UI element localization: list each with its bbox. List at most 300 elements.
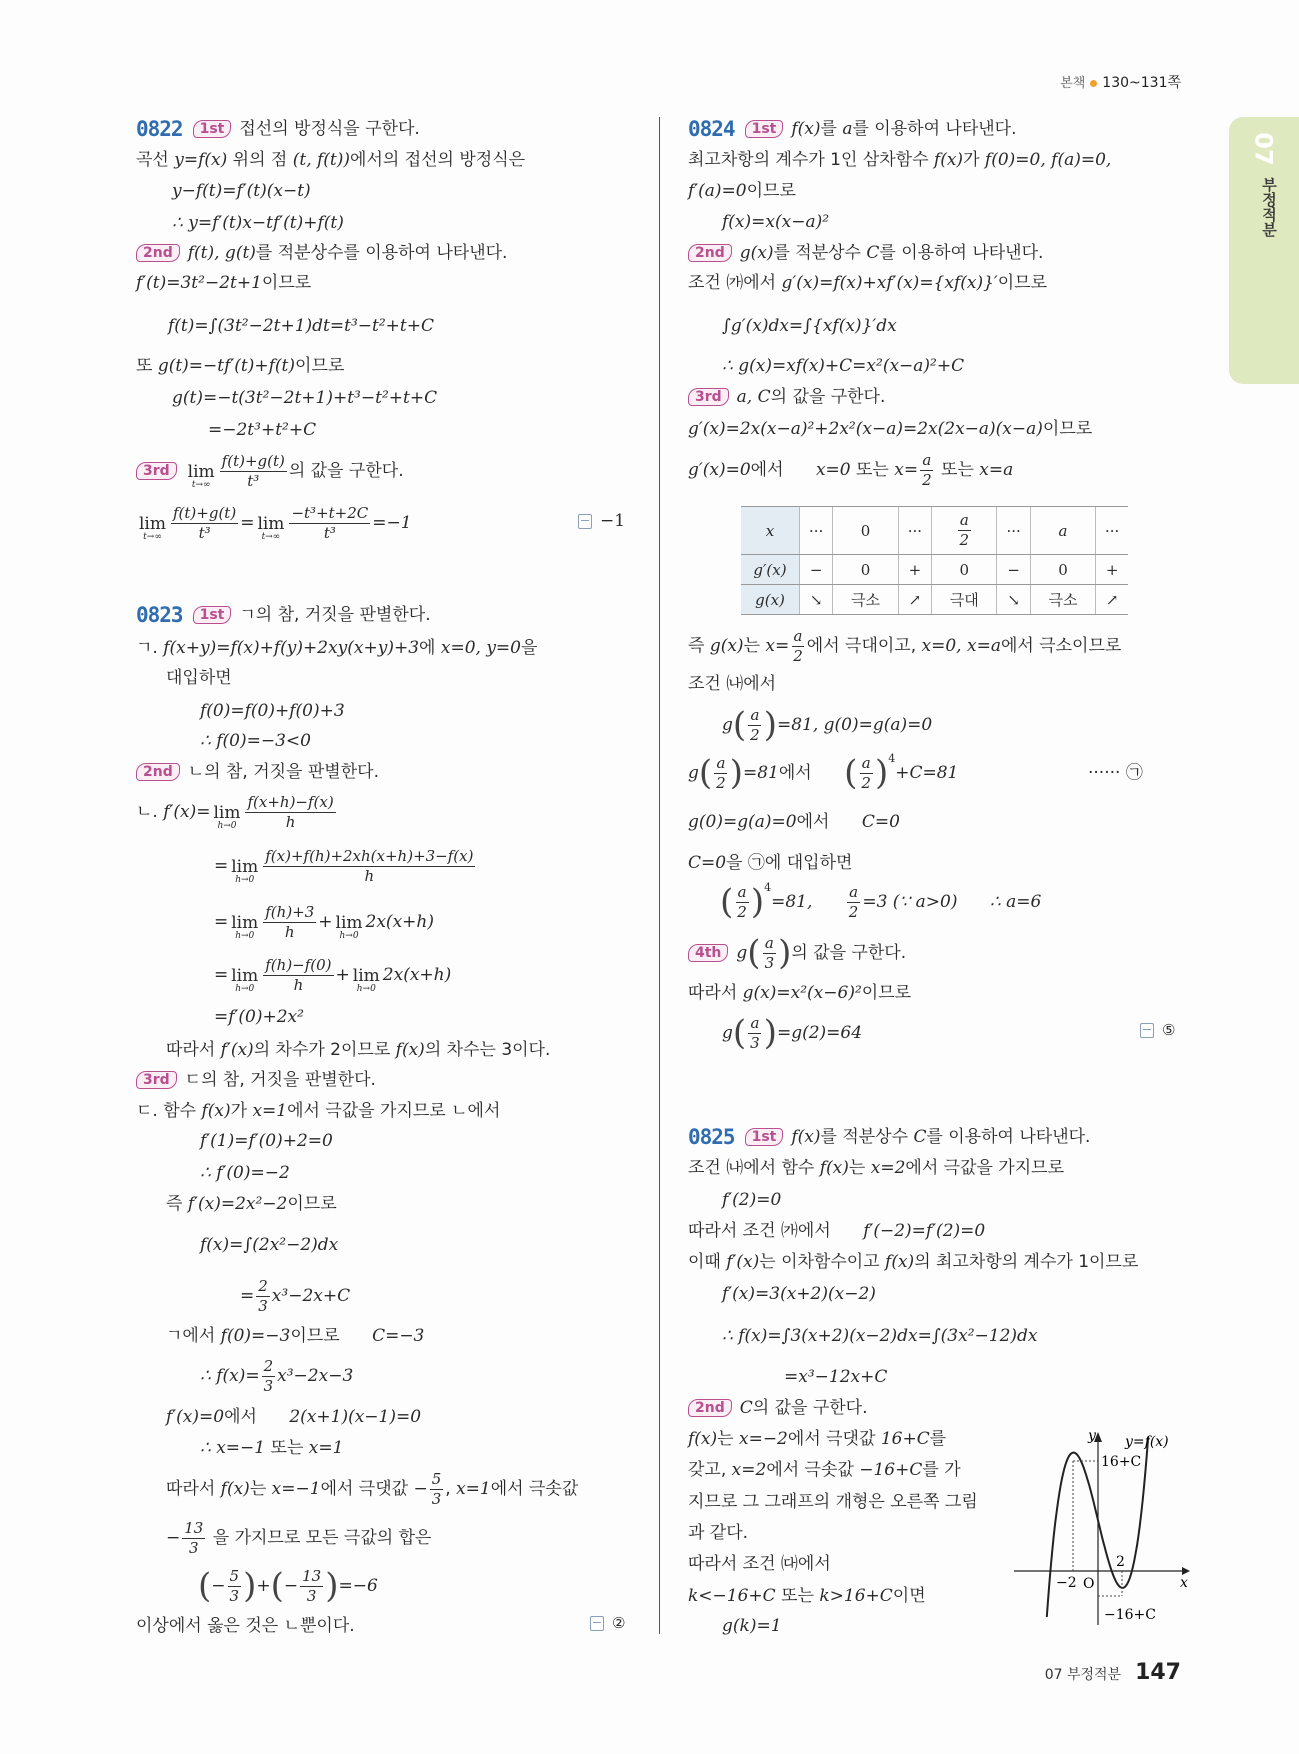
page-reference: [1060, 72, 1181, 92]
text: 을 가지므로 모든 극값의 합은: [207, 1528, 432, 1548]
text-line: [200, 699, 345, 723]
fraction-numerator: 13: [184, 1518, 204, 1537]
text-line: [136, 354, 344, 378]
math-expression: =: [240, 1286, 255, 1306]
text: 따라서: [166, 1040, 221, 1060]
text-line: [136, 1614, 355, 1638]
fraction-numerator: a: [861, 753, 871, 772]
fraction: [262, 1357, 276, 1396]
text-line: [136, 148, 525, 172]
text: 또는: [265, 1438, 309, 1458]
text: 의 최고차항의 계수가 1이므로: [914, 1252, 1139, 1272]
problem-heading: [688, 117, 1017, 141]
text: 의 값을 구한다.: [752, 1398, 868, 1418]
table-header-cell: x: [741, 507, 800, 555]
step-badge: 3rd: [136, 462, 177, 480]
fraction: [263, 847, 475, 886]
step-badge: 2nd: [688, 1399, 732, 1417]
math-expression: g′(x)=2x(x−a)²+2x²(x−a)=2x(2x−a)(x−a): [688, 419, 1043, 439]
right-paren: ): [874, 753, 889, 793]
fraction-numerator: f(x)+f(h)+2xh(x+h)+3−f(x): [265, 846, 474, 865]
text-line: [722, 705, 933, 745]
answer-icon: [578, 514, 592, 529]
math-expression: =−2t³+t²+C: [208, 420, 317, 440]
limit-symbol: lim: [352, 965, 380, 986]
bullet-dot-icon: [1090, 80, 1097, 87]
math-expression: ∴ f(x)=∫3(x+2)(x−2)dx=∫(3x²−12)dx: [722, 1326, 1038, 1346]
fraction-denominator: 2: [793, 646, 803, 665]
table-cell: ···: [898, 507, 931, 555]
math-expression: C: [913, 1127, 927, 1147]
right-paren: ): [729, 753, 743, 793]
limit-operator: [213, 804, 240, 831]
math-expression: ∴ f′(0)=−2: [200, 1163, 290, 1183]
math-expression: f(x)=∫(2x²−2)dx: [200, 1235, 339, 1255]
answer-icon: [1140, 1023, 1154, 1038]
text: 에서: [750, 460, 816, 480]
text-line: [722, 1013, 863, 1053]
text: 조건 ㈏에서: [688, 674, 777, 694]
math-expression: f′(t)=3t²−2t+1: [136, 273, 262, 293]
table-cell: 0: [932, 555, 997, 585]
text: ㄱ에서: [166, 1326, 221, 1346]
text: 을 ㉠에 대입하면: [726, 853, 853, 873]
text-line: [136, 503, 412, 542]
table-row: [741, 507, 1128, 555]
text-line: [198, 1566, 378, 1606]
text-line: [208, 418, 316, 442]
fraction-numerator: 13: [302, 1566, 322, 1585]
text-line: [688, 385, 885, 409]
text-line: [688, 1156, 1064, 1180]
math-expression: C: [866, 243, 880, 263]
math-expression: =: [214, 912, 229, 932]
math-expression: g: [736, 943, 748, 963]
math-expression: f(x): [791, 119, 821, 139]
fraction-numerator: a: [716, 753, 726, 772]
math-expression: a: [842, 119, 853, 139]
text-line: [214, 1005, 304, 1029]
text: 대입하면: [166, 668, 232, 688]
table-cell: ↘: [800, 585, 833, 615]
text-line: [688, 1396, 868, 1420]
math-expression: f(0)=−3: [220, 1326, 291, 1346]
math-expression: f′(x)=: [163, 802, 211, 822]
text: 의 값을 구한다.: [770, 387, 886, 407]
limit-symbol: lim: [231, 912, 259, 933]
math-expression: ∴ f(0)=−3<0: [200, 731, 311, 751]
fraction-numerator: a: [750, 705, 760, 724]
step-badge: 4th: [688, 944, 728, 962]
fraction-numerator: a: [737, 882, 747, 901]
exponent: 4: [764, 881, 772, 894]
text-line: [166, 1038, 550, 1062]
math-expression: =f′(0)+2x²: [214, 1007, 304, 1027]
text-line: [214, 955, 452, 994]
text-line: [688, 450, 1014, 489]
text: 따라서 조건 ㈎에서: [688, 1221, 864, 1241]
text: 이므로: [261, 273, 312, 293]
text: 이므로: [1042, 419, 1093, 439]
fraction-denominator: 3: [189, 1538, 199, 1557]
x-axis-arrow-icon: [1182, 1567, 1190, 1575]
fraction-numerator: a: [750, 1013, 760, 1032]
math-expression: y−f(t)=f′(t)(x−t): [172, 181, 311, 201]
math-expression: =81, g(0)=g(a)=0: [776, 715, 933, 735]
table-cell: 극소: [1030, 585, 1095, 615]
variation-table: [741, 506, 1128, 615]
text-line: [688, 1219, 985, 1243]
fraction-denominator: t³: [247, 471, 260, 490]
fraction: [256, 1277, 270, 1316]
math-expression: f(x): [201, 1101, 231, 1121]
answer-value: ⑤: [1162, 1021, 1176, 1039]
fraction: [220, 452, 287, 491]
text: 따라서: [166, 1479, 221, 1499]
fraction-numerator: a: [764, 933, 774, 952]
text: 에서 극댓값: [320, 1479, 414, 1499]
right-paren: ): [763, 705, 777, 745]
text-line: [200, 1161, 290, 1185]
fraction: [263, 903, 316, 942]
math-expression: x=1: [456, 1479, 491, 1499]
text: 또는: [775, 1586, 820, 1606]
text: 에: [419, 638, 441, 658]
text-line: [688, 626, 1122, 665]
math-expression: ∴ x=−1: [200, 1438, 266, 1458]
text: 또는: [935, 460, 980, 480]
text: 의 차수는 3이다.: [424, 1040, 551, 1060]
text: 이므로: [746, 181, 796, 201]
fraction-numerator: 2: [263, 1356, 274, 1375]
math-expression: 16+C: [880, 1429, 930, 1449]
math-expression: =: [214, 965, 229, 985]
math-expression: =81: [742, 763, 779, 783]
fraction: [300, 1567, 323, 1606]
text: 이상에서 옳은 것은 ㄴ뿐이다.: [136, 1616, 355, 1636]
text: 이때: [688, 1252, 727, 1272]
math-expression: 2(x+1)(x−1)=0: [289, 1407, 422, 1427]
problem-number: 0822: [136, 117, 183, 141]
fraction-numerator: a: [959, 511, 969, 529]
math-expression: g(0)=g(a)=0: [688, 812, 797, 832]
y-axis-label: y: [1088, 1428, 1096, 1444]
math-expression: x=1: [252, 1101, 288, 1121]
left-paren: (: [747, 933, 761, 973]
chapter-side-tab[interactable]: [1229, 117, 1299, 384]
text: 를: [820, 119, 843, 139]
math-expression: g(t)=−t(3t²−2t+1)+t³−t²+t+C: [172, 388, 438, 408]
math-expression: =3 (∵ a>0) ∴ a=6: [862, 892, 1042, 912]
text: 또는: [850, 460, 895, 480]
math-expression: C=−3: [372, 1326, 425, 1346]
limit-subscript: h→0: [217, 820, 237, 831]
math-expression: −: [211, 1576, 226, 1596]
text: 에서 극솟값: [766, 1460, 860, 1480]
step-badge: 3rd: [136, 1071, 177, 1089]
limit-operator: [231, 858, 258, 885]
text: 지므로 그 그래프의 개형은 오른쪽 그림: [688, 1492, 978, 1512]
math-expression: ∫g′(x)dx=∫{xf(x)}′dx: [722, 316, 897, 336]
fraction: [735, 883, 749, 922]
math-expression: x=0, x=a: [921, 636, 1001, 656]
text: 에서 극대이고,: [806, 636, 922, 656]
text: 에서 극댓값: [787, 1429, 881, 1449]
text-line: [200, 1233, 338, 1257]
math-expression: g: [688, 763, 699, 783]
fraction-denominator: 3: [431, 1489, 442, 1508]
text-line: [136, 636, 537, 660]
math-expression: C: [739, 1398, 753, 1418]
fraction-denominator: 3: [750, 1033, 760, 1052]
math-expression: x=1: [308, 1438, 344, 1458]
text-line: [688, 179, 796, 203]
text: 최고차항의 계수가 1인 삼차함수: [688, 150, 934, 170]
math-expression: f(t)=∫(3t²−2t+1)dt=t³−t²+t+C: [168, 316, 434, 336]
table-row: [741, 585, 1128, 615]
math-expression: g: [722, 1023, 733, 1043]
text-line: [688, 417, 1092, 441]
fraction-denominator: 2: [959, 531, 970, 549]
problem-number: 0823: [136, 603, 183, 627]
math-expression: a, C: [736, 387, 771, 407]
fraction-denominator: 3: [258, 1296, 268, 1315]
fraction-numerator: f(t)+g(t): [221, 451, 285, 470]
text-line: [172, 179, 311, 203]
table-cell: ↗: [898, 585, 931, 615]
math-expression: x³−2x−3: [277, 1366, 354, 1386]
limit-operator: [257, 515, 284, 542]
fraction-denominator: h: [364, 866, 375, 885]
table-cell: +: [1096, 555, 1128, 585]
text: 이므로: [997, 273, 1048, 293]
fraction-numerator: 5: [229, 1566, 240, 1585]
text-line: [688, 1552, 831, 1576]
math-expression: x³−2x+C: [271, 1286, 351, 1306]
math-expression: k<−16+C: [688, 1586, 776, 1606]
text: 이므로: [861, 983, 912, 1003]
limit-operator: [353, 967, 380, 994]
fraction: [763, 934, 777, 973]
fraction-denominator: 3: [764, 953, 775, 972]
math-expression: +: [318, 912, 333, 932]
math-expression: f′(a)=0: [688, 181, 747, 201]
step-badge: 1st: [193, 606, 232, 624]
math-expression: −: [413, 1479, 428, 1499]
math-expression: x=−2: [738, 1429, 788, 1449]
table-cell: 극소: [833, 585, 898, 615]
text: 에서: [224, 1407, 290, 1427]
math-expression: +: [335, 965, 350, 985]
text: 따라서 조건 ㈐에서: [688, 1554, 831, 1574]
math-expression: f(0)=f(0)+f(0)+3: [200, 701, 345, 721]
table-cell: a: [1030, 507, 1095, 555]
limit-operator: [231, 967, 258, 994]
fraction-denominator: 2: [737, 902, 747, 921]
right-paren: ): [778, 933, 792, 973]
fraction-denominator: t³: [198, 523, 211, 542]
text: 를 적분상수: [820, 1127, 914, 1147]
text-line: [166, 1405, 421, 1429]
text-line: [688, 933, 907, 973]
text-line: [688, 672, 776, 696]
page-range: 130~131쪽: [1102, 75, 1181, 91]
table-cell: 0: [833, 555, 898, 585]
text: 를 가: [922, 1460, 961, 1480]
text: ㄱ.: [136, 638, 164, 658]
math-expression: f(0)=0, f(a)=0,: [984, 150, 1112, 170]
math-expression: +: [256, 1576, 271, 1596]
table-cell: 0: [833, 507, 898, 555]
text: 에서 극솟값: [490, 1479, 579, 1499]
limit-operator: [188, 463, 215, 490]
math-expression: g′(x)=0: [688, 460, 751, 480]
fraction: [859, 754, 873, 793]
text: 는: [743, 636, 766, 656]
page-footer: [1045, 1660, 1181, 1685]
text-line: [688, 851, 852, 875]
limit-symbol: lim: [139, 513, 166, 534]
text-line: [688, 1427, 946, 1451]
limit-subscript: h→0: [235, 930, 255, 941]
problem-heading: [136, 603, 431, 627]
fraction: [263, 956, 333, 995]
text: 이므로: [295, 356, 345, 376]
text-line: [784, 1365, 887, 1389]
text-line: [166, 1324, 424, 1348]
math-expression: g(x): [709, 636, 744, 656]
text-line: [136, 1099, 500, 1123]
fraction-numerator: f(t)+g(t): [173, 503, 237, 522]
math-expression: f′(x)=0: [166, 1407, 225, 1427]
math-expression: C=0: [861, 812, 900, 832]
limit-symbol: lim: [257, 513, 285, 534]
answer-0824: [1140, 1021, 1175, 1039]
footer-chapter: 07 부정적분: [1044, 1667, 1122, 1683]
limit-subscript: h→0: [356, 983, 376, 994]
answer-0822: [578, 511, 625, 531]
text: 조건 ㈎에서: [688, 273, 782, 293]
math-expression: x=a: [979, 460, 1014, 480]
math-expression: 2x(x+h): [365, 912, 434, 932]
math-expression: ∴ y=f′(t)x−tf′(t)+f(t): [172, 213, 344, 233]
text-line: [166, 1192, 337, 1216]
math-expression: =81,: [771, 892, 845, 912]
math-expression: (t, f(t)): [292, 150, 351, 170]
limit-symbol: lim: [187, 461, 215, 482]
text: 는 이차함수이고: [759, 1252, 886, 1272]
text-line: [722, 1324, 1038, 1348]
fraction: [748, 706, 762, 745]
math-expression: f′(x): [726, 1252, 760, 1272]
text-line: [722, 210, 829, 234]
math-expression: x=0: [815, 460, 851, 480]
text: 즉: [688, 636, 710, 656]
math-expression: x=2: [870, 1158, 906, 1178]
text-line: [166, 1469, 579, 1508]
math-expression: =x³−12x+C: [784, 1367, 888, 1387]
step-badge: 1st: [745, 120, 784, 138]
text-line: [166, 1518, 432, 1557]
problem-number: 0825: [688, 1125, 735, 1149]
text: ㄱ의 참, 거짓을 판별한다.: [239, 605, 431, 625]
text: 이므로: [287, 1194, 337, 1214]
limit-symbol: lim: [213, 802, 241, 823]
text-line: [200, 729, 311, 753]
text-line: [688, 810, 900, 834]
table-cell: ···: [997, 507, 1030, 555]
fraction: [920, 451, 934, 490]
text: 이면: [892, 1586, 926, 1606]
text-line: [200, 1129, 333, 1153]
text: 를 이용하여 나타낸다.: [879, 243, 1044, 263]
text-line: [200, 1436, 343, 1460]
text: 에서 극값을 가지므로 ㄴ에서: [287, 1101, 501, 1121]
limit-operator: [231, 914, 258, 941]
limit-subscript: t→∞: [261, 531, 281, 542]
limit-symbol: lim: [335, 912, 363, 933]
text: 를 이용하여 나타낸다.: [926, 1127, 1091, 1147]
text: 는: [717, 1429, 739, 1449]
limit-symbol: lim: [231, 965, 259, 986]
fraction-denominator: 2: [750, 725, 760, 744]
math-expression: =g(2)=64: [776, 1023, 863, 1043]
text: 조건 ㈏에서 함수: [688, 1158, 820, 1178]
fraction: [847, 883, 861, 922]
answer-value: −1: [600, 511, 626, 531]
math-expression: y=f(x): [174, 150, 228, 170]
text: 를 적분상수를 이용하여 나타낸다.: [255, 243, 508, 263]
problem-number: 0824: [688, 117, 735, 141]
step-badge: 1st: [193, 120, 232, 138]
right-paren: ): [243, 1566, 257, 1606]
step-badge: 2nd: [688, 244, 732, 262]
text-line: [136, 1068, 376, 1092]
text-line: [168, 314, 434, 338]
step-badge: 1st: [745, 1128, 784, 1146]
text-line: [688, 1584, 926, 1608]
fraction: [171, 504, 238, 543]
fraction: [182, 1519, 205, 1558]
limit-subscript: h→0: [235, 874, 255, 885]
math-expression: x=2: [731, 1460, 767, 1480]
left-paren: (: [198, 1566, 212, 1606]
fraction: [245, 793, 335, 832]
step-badge: 3rd: [688, 388, 729, 406]
math-expression: f′(x)=3(x+2)(x−2): [722, 1284, 876, 1304]
text: ㄷ의 참, 거짓을 판별한다.: [184, 1070, 376, 1090]
answer-0823: [590, 1614, 625, 1632]
text-line: [136, 451, 404, 490]
fraction-denominator: 3: [306, 1586, 317, 1605]
text-line: [722, 1282, 876, 1306]
fraction-denominator: h: [284, 922, 295, 941]
text: 곡선: [136, 150, 175, 170]
min-value-label: −16+C: [1104, 1607, 1156, 1623]
math-expression: f(x): [819, 1158, 849, 1178]
text-line: [720, 881, 1042, 922]
fraction-denominator: 2: [861, 773, 871, 792]
text: 를 적분상수: [773, 243, 867, 263]
math-expression: +C=81: [895, 763, 959, 783]
fraction-denominator: 2: [848, 902, 859, 921]
fraction-numerator: −t³+t+2C: [291, 503, 369, 522]
right-paren: ): [750, 882, 765, 922]
text-line: [172, 386, 437, 410]
fraction-numerator: 2: [258, 1276, 268, 1295]
text: 을: [520, 638, 538, 658]
text-line: [722, 354, 964, 378]
